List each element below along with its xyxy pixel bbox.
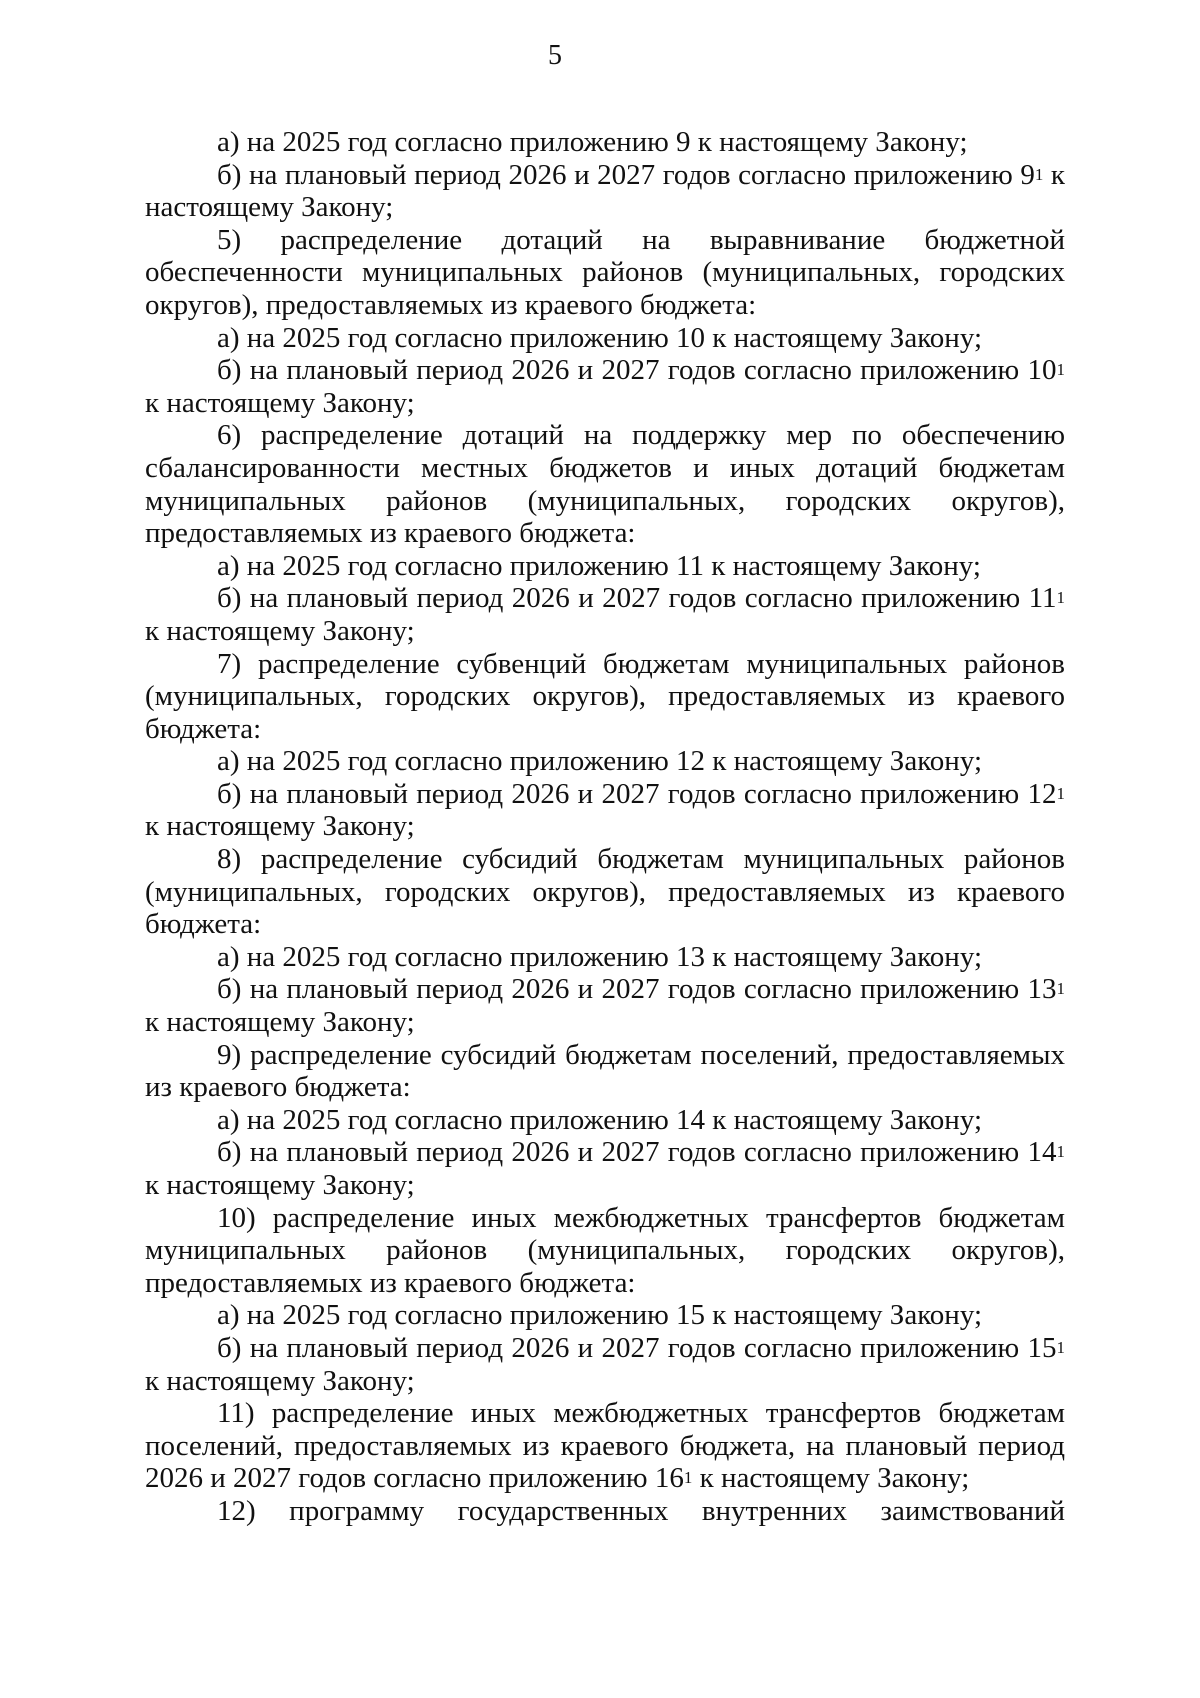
paragraph-6a: а) на 2025 год согласно приложению 11 к настоящему Закону; [217,549,981,582]
paragraph-7: 7) распределение субвенций бюджетам муниципальных районов (муниципальных, городских округов), предоставляемых из краевого бюджета: [145,647,1065,745]
paragraph-5b: б) на плановый период 2026 и 2027 годов согласно приложению $10^1$ к настоящему Закону; [145,354,1065,419]
paragraph-8b: б) на плановый период 2026 и 2027 годов согласно приложению $13^1$ к настоящему Закону; [145,973,1065,1039]
paragraph-8: 8) распределение субсидий бюджетам муниципальных районов (муниципальных, городских округов), предоставляемых из краевого бюджета: [145,843,1065,941]
paragraph-8a: а) на 2025 год согласно приложению 13 к настоящему Закону; [217,940,983,973]
paragraph-5a: а) на 2025 год согласно приложению 10 к настоящему Закону; [217,321,983,354]
paragraph-4b: б) на плановый период 2026 и 2027 годов согласно приложению $9^1$ к настоящему Закону; [145,158,1065,224]
paragraph-10a: а) на 2025 год согласно приложению 15 к настоящему Закону; [217,1299,983,1332]
paragraph-7b: б) на плановый период 2026 и 2027 годов согласно приложению $12^1$ к настоящему Закону; [145,777,1065,843]
paragraph-4a: а) на 2025 год согласно приложению 9 к настоящему Закону; [217,126,968,158]
paragraph-11: 11) распределение иных межбюджетных трансфертов бюджетам поселений, предоставляемых из краевого бюджета, на плановый период 2026 и 2027 годов согласно приложению $16^1$ к настоящему Закону; [145,1397,1065,1495]
paragraph-9b: б) на плановый период 2026 и 2027 годов согласно приложению $14^1$ к настоящему Закону; [145,1136,1065,1201]
page-number: 5 [548,40,562,71]
paragraph-12: 12) программу государственных внутренних заимствований [217,1494,1065,1527]
paragraph-10b: б) на плановый период 2026 и 2027 годов согласно приложению $15^1$ к настоящему Закону; [145,1331,1065,1397]
paragraph-10: 10) распределение иных межбюджетных трансфертов бюджетам муниципальных районов (муниципальных, городских округов), предоставляемых из краевого бюджета: [145,1201,1065,1299]
paragraph-6: 6) распределение дотаций на поддержку мер по обеспечению сбалансированности местных бюджетов и иных дотаций бюджетам муниципальных районов (муниципальных, городских округов), предоставляемых из краевого бюджета: [145,419,1065,550]
paragraph-5: 5) распределение дотаций на выравнивание бюджетной обеспеченности муниципальных районов (муниципальных, городских округов), предоставляемых из краевого бюджета: [145,223,1065,321]
paragraph-6b: б) на плановый период 2026 и 2027 годов согласно приложению $11^1$ к настоящему Закону; [145,582,1065,647]
paragraph-7a: а) на 2025 год согласно приложению 12 к настоящему Закону; [217,745,983,778]
paragraph-9a: а) на 2025 год согласно приложению 14 к настоящему Закону; [217,1103,983,1136]
document-body [145,126,1065,1528]
paragraph-9: 9) распределение субсидий бюджетам поселений, предоставляемых из краевого бюджета: [145,1038,1065,1104]
